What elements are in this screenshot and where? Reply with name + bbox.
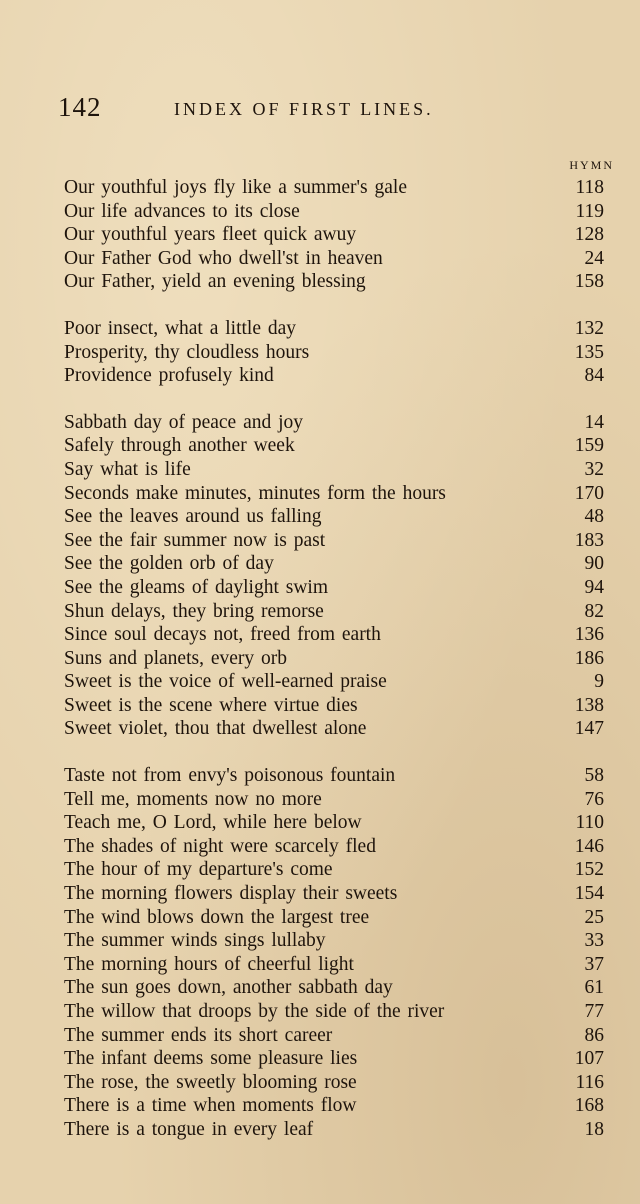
first-line-text: Sweet is the voice of well-earned praise — [64, 671, 387, 693]
hymn-number: 76 — [584, 788, 604, 810]
index-entry — [64, 835, 606, 859]
first-line-text: There is a tongue in every leaf — [64, 1118, 314, 1140]
first-line-text: Tell me, moments now no more — [64, 788, 322, 810]
index-entry — [64, 1024, 606, 1048]
index-entry — [64, 529, 606, 553]
index-entry — [64, 270, 606, 294]
hymn-number: 18 — [584, 1118, 604, 1140]
first-line-text: The rose, the sweetly blooming rose — [64, 1071, 357, 1093]
index-group — [64, 411, 606, 741]
hymn-number: 186 — [574, 647, 604, 669]
first-line-text: The sun goes down, another sabbath day — [64, 977, 393, 999]
first-line-text: See the fair summer now is past — [64, 529, 326, 551]
index-entry — [64, 694, 606, 718]
index-entry — [64, 247, 606, 271]
hymn-number: 94 — [584, 576, 604, 598]
index-entry — [64, 552, 606, 576]
first-line-text: Our Father, yield an evening blessing — [64, 271, 366, 293]
index-entry — [64, 341, 606, 365]
first-line-text: Prosperity, thy cloudless hours — [64, 341, 310, 363]
hymn-number: 9 — [594, 671, 604, 693]
hymn-number: 33 — [584, 930, 604, 952]
first-line-text: Teach me, O Lord, while here below — [64, 812, 362, 834]
index-entry — [64, 1118, 606, 1142]
hymn-number: 135 — [574, 341, 604, 363]
index-entry — [64, 882, 606, 906]
hymn-number: 170 — [574, 482, 604, 504]
hymn-number: 25 — [584, 906, 604, 928]
first-line-text: Our youthful years fleet quick awuy — [64, 224, 357, 246]
first-line-text: The morning hours of cheerful light — [64, 953, 354, 975]
first-line-text: Providence profusely kind — [64, 365, 274, 387]
index-groups — [64, 176, 606, 1142]
index-entry — [64, 458, 606, 482]
hymn-number: 138 — [574, 694, 604, 716]
hymn-number: 90 — [584, 553, 604, 575]
first-line-text: See the gleams of daylight swim — [64, 576, 328, 598]
first-line-text: Shun delays, they bring remorse — [64, 600, 324, 622]
hymn-number: 110 — [575, 812, 604, 834]
hymn-number: 118 — [575, 177, 604, 198]
index-entry — [64, 1094, 606, 1118]
hymn-number: 32 — [584, 458, 604, 480]
hymn-number: 37 — [584, 953, 604, 975]
hymn-number: 58 — [584, 765, 604, 787]
hymn-number: 119 — [575, 200, 604, 222]
index-entry — [64, 953, 606, 977]
first-line-text: The hour of my departure's come — [64, 859, 333, 881]
hymn-number: 154 — [574, 883, 604, 905]
index-entry — [64, 764, 606, 788]
hymn-number: 168 — [574, 1095, 604, 1117]
page-header — [58, 92, 618, 132]
first-line-text: See the golden orb of day — [64, 553, 274, 575]
first-line-text: The summer ends its short career — [64, 1024, 333, 1046]
hymn-column-heading: HYMN — [569, 158, 614, 172]
index-group — [64, 176, 606, 294]
index-group — [64, 317, 606, 388]
index-entry — [64, 1047, 606, 1071]
first-line-text: Taste not from envy's poisonous fountain — [64, 765, 396, 787]
index-entry — [64, 576, 606, 600]
index-entry — [64, 647, 606, 671]
first-line-text: Seconds make minutes, minutes form the hours — [64, 482, 446, 504]
index-entry — [64, 482, 606, 506]
index-entry — [64, 1000, 606, 1024]
first-line-text: Safely through another week — [64, 435, 295, 457]
first-line-text: Since soul decays not, freed from earth — [64, 624, 381, 646]
hymn-number: 158 — [574, 271, 604, 293]
first-line-text: The shades of night were scarcely fled — [64, 835, 376, 857]
first-line-text: Suns and planets, every orb — [64, 647, 287, 669]
index-entry — [64, 858, 606, 882]
hymn-number: 24 — [584, 247, 604, 269]
hymn-number: 82 — [584, 600, 604, 622]
index-entry — [64, 434, 606, 458]
index-entry — [64, 976, 606, 1000]
index-entry — [64, 811, 606, 835]
hymn-number: 159 — [574, 435, 604, 457]
hymn-number: 77 — [584, 1001, 604, 1022]
hymn-number: 128 — [574, 224, 604, 246]
index-entry — [64, 505, 606, 529]
index-entry — [64, 176, 606, 200]
first-line-text: The wind blows down the largest tree — [64, 906, 370, 928]
index-entry — [64, 929, 606, 953]
index-entry — [64, 411, 606, 435]
hymn-number: 116 — [575, 1071, 604, 1093]
index-entry — [64, 1071, 606, 1095]
hymn-number: 107 — [574, 1048, 604, 1070]
first-line-text: Sweet violet, thou that dwellest alone — [64, 718, 367, 740]
index-entry — [64, 717, 606, 741]
hymn-number: 48 — [584, 506, 604, 528]
hymn-number: 152 — [574, 859, 604, 881]
hymn-number: 14 — [584, 411, 604, 433]
first-line-text: The willow that droops by the side of the river — [64, 1001, 445, 1022]
first-line-text: Our youthful joys fly like a summer's gale — [64, 177, 407, 198]
index-entry — [64, 670, 606, 694]
hymn-number: 146 — [574, 835, 604, 857]
first-line-text: Sweet is the scene where virtue dies — [64, 694, 358, 716]
first-line-text: Our Father God who dwell'st in heaven — [64, 247, 383, 269]
index-entry — [64, 906, 606, 930]
first-line-text: The summer winds sings lullaby — [64, 930, 326, 952]
first-line-text: Sabbath day of peace and joy — [64, 411, 304, 433]
index-entry — [64, 623, 606, 647]
index-entry — [64, 600, 606, 624]
first-line-text: Poor insect, what a little day — [64, 317, 297, 339]
index-entry — [64, 200, 606, 224]
index-group — [64, 764, 606, 1142]
page-number: 142 — [58, 92, 102, 122]
index-entry — [64, 223, 606, 247]
hymn-number: 147 — [574, 718, 604, 740]
first-line-text: Our life advances to its close — [64, 200, 300, 222]
hymn-number: 61 — [584, 977, 604, 999]
index-entry — [64, 317, 606, 341]
running-title: INDEX OF FIRST LINES. — [174, 99, 434, 119]
index-of-first-lines — [64, 158, 614, 1165]
first-line-text: The infant deems some pleasure lies — [64, 1048, 358, 1070]
index-entry — [64, 364, 606, 388]
first-line-text: Say what is life — [64, 458, 191, 480]
first-line-text: See the leaves around us falling — [64, 506, 322, 528]
hymn-number: 183 — [574, 529, 604, 551]
first-line-text: The morning flowers display their sweets — [64, 883, 398, 905]
hymn-number: 136 — [574, 624, 604, 646]
index-entry — [64, 788, 606, 812]
hymn-number: 86 — [584, 1024, 604, 1046]
hymn-number: 132 — [574, 317, 604, 339]
first-line-text: There is a time when moments flow — [64, 1095, 357, 1117]
hymn-number: 84 — [584, 365, 604, 387]
